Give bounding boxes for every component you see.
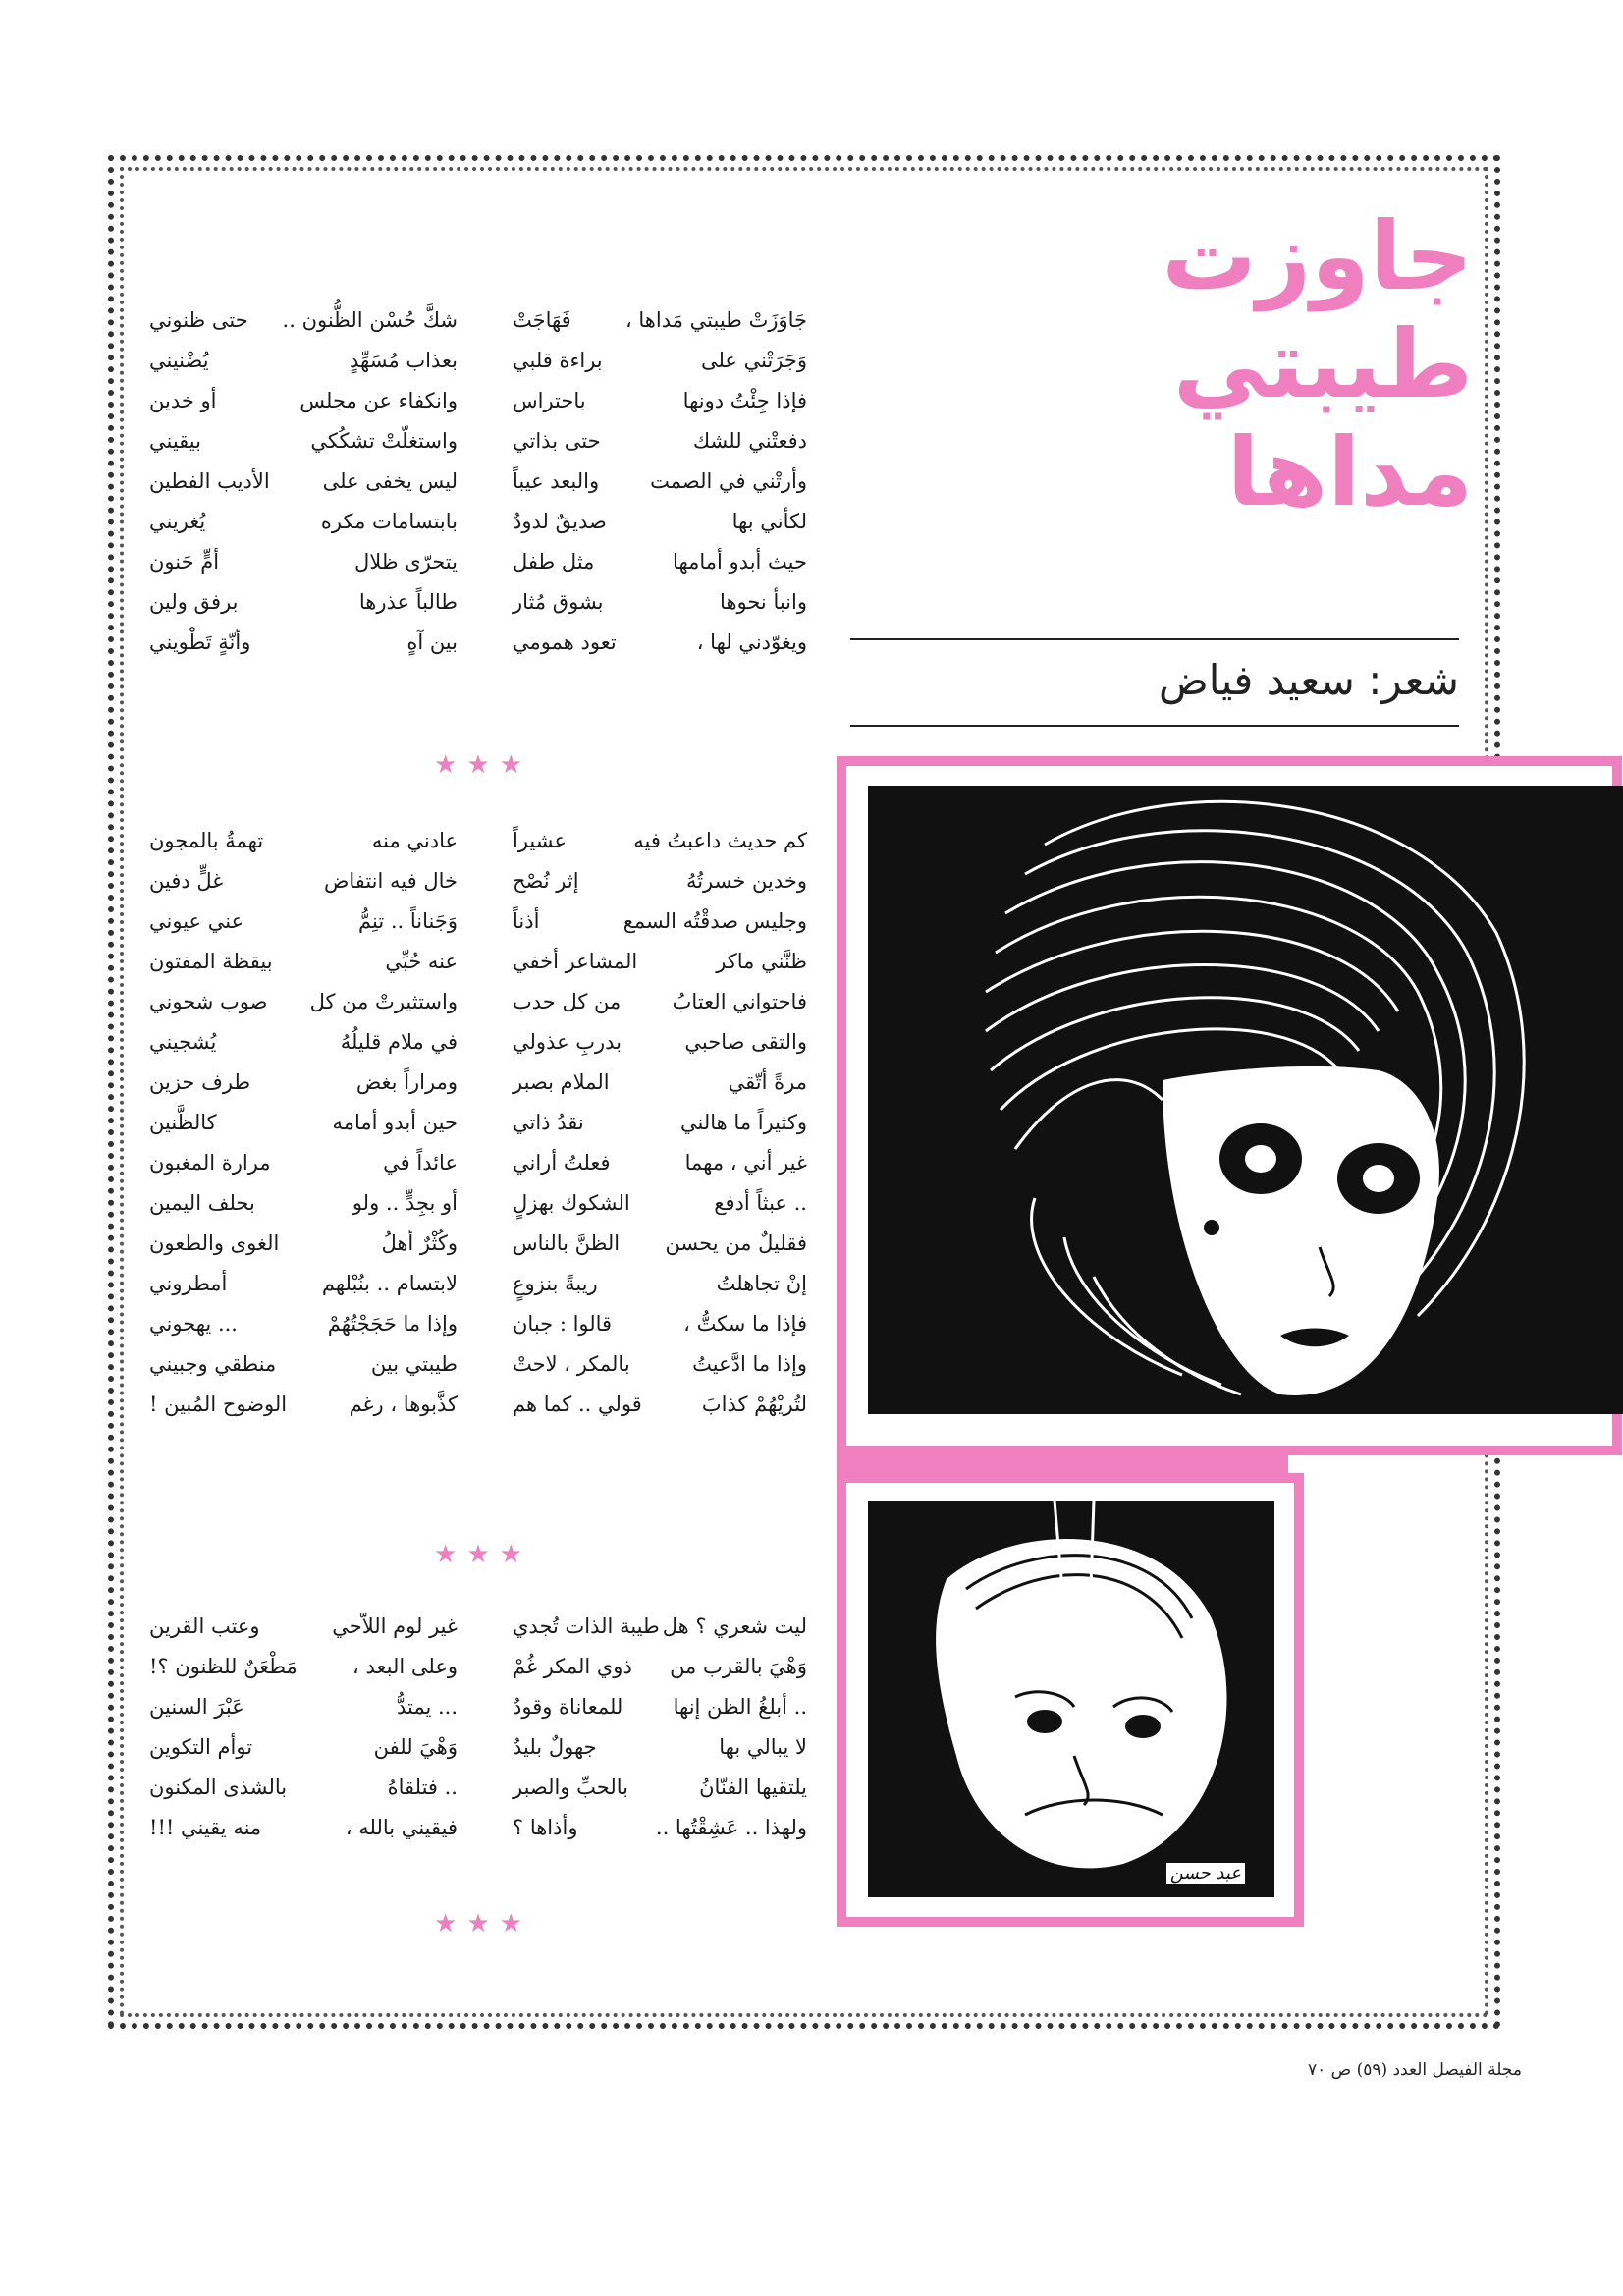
verse-line (149, 821, 458, 861)
verse-line (149, 502, 458, 542)
verse-segment-end: براءة قلبي (513, 349, 603, 372)
verse-line (149, 582, 458, 623)
verse-segment-start: ويغوّدني لها ، (696, 630, 807, 654)
verse-line (149, 1304, 458, 1344)
verse-line (149, 1727, 458, 1768)
verse-segment-end: من كل حدب (513, 990, 622, 1013)
verse-segment-start: لتُريْهُمْ كذابَ (701, 1393, 807, 1416)
verse-segment-start: أو بجِدٍّ .. ولو (352, 1191, 458, 1215)
verse-segment-end: يُشجيني (149, 1030, 217, 1054)
verse-line (513, 1385, 807, 1425)
verse-segment-start: لابتسام .. بنُبْلهم (321, 1272, 458, 1295)
verse-line (149, 341, 458, 381)
verse-segment-end: بيقيني (149, 429, 201, 453)
poet-credit: شعر: سعيد فياض (1159, 656, 1459, 704)
verse-segment-start: بعذاب مُسَهِّدٍ (350, 349, 458, 372)
verse-segment-end: مرارة المغبون (149, 1151, 271, 1175)
verse-line (513, 942, 807, 982)
verse-segment-end: مثل طفل (513, 550, 595, 574)
title-line-1: جاوزت (1162, 201, 1473, 311)
verse-segment-end: قولي .. كما هم (513, 1393, 642, 1416)
verse-segment-start: ... يمتدُّ (396, 1695, 458, 1719)
verse-line (149, 1647, 458, 1687)
verse-segment-start: ليت شعري ؟ هل (662, 1614, 807, 1638)
page-footer: مجلة الفيصل العدد (٥٩) ص ٧٠ (1307, 2060, 1522, 2080)
verse-segment-start: يلتقيها الفنّانُ (699, 1776, 807, 1799)
verse-segment-start: كذَّبوها ، رغم (349, 1393, 458, 1416)
verse-segment-start: فاحتواني العتابُ (672, 990, 807, 1013)
verse-segment-end: عني عيوني (149, 909, 244, 933)
verse-segment-start: عادني منه (371, 829, 458, 852)
verse-segment-start: .. فتلقاهُ (387, 1776, 458, 1799)
verse-line (149, 1687, 458, 1727)
verse-segment-start: وخدين خسرتُهُ (685, 869, 807, 893)
verse-segment-start: .. عبثاً أدفع (714, 1191, 807, 1215)
verse-segment-end: غلٍّ دفين (149, 869, 224, 893)
verse-segment-end: الأديب الفطين (149, 469, 270, 493)
verse-line (513, 1063, 807, 1103)
verse-segment-end: يُغريني (149, 510, 206, 533)
verse-segment-end: حتى بذاتي (513, 429, 601, 453)
verse-segment-end: الغوى والطعون (149, 1231, 280, 1255)
verse-segment-start: وجليس صدقْتُه السمع (622, 909, 807, 933)
verse-line (513, 982, 807, 1022)
verse-segment-end: يُضْنيني (149, 349, 209, 372)
verse-line (149, 462, 458, 502)
stanza-2-left-column (149, 821, 458, 1425)
verse-line (149, 1183, 458, 1224)
verse-line (513, 301, 807, 341)
verse-line (149, 1385, 458, 1425)
stanza-separator-1: ★★★ (434, 750, 532, 780)
verse-segment-end: بالحبِّ والصبر (513, 1776, 629, 1799)
verse-line (149, 982, 458, 1022)
verse-segment-end: الملام بصبر (513, 1070, 610, 1094)
verse-line (513, 1727, 807, 1768)
verse-segment-start: ظنَّني ماكر (716, 950, 807, 973)
verse-segment-start: وإذا ما ادَّعيتُ (692, 1352, 807, 1376)
verse-line (149, 421, 458, 462)
verse-line (513, 623, 807, 663)
verse-segment-start: لكأني بها (731, 510, 807, 533)
illustration-pink-bar (837, 1455, 1288, 1473)
verse-line (149, 902, 458, 942)
verse-line (149, 1808, 458, 1848)
verse-line (149, 861, 458, 902)
verse-segment-end: الوضوح المُبين ! (149, 1393, 288, 1416)
verse-line (513, 1183, 807, 1224)
verse-segment-start: فقليلٌ من يحسن (665, 1231, 807, 1255)
verse-segment-start: كم حديث داعبتُ فيه (633, 829, 807, 852)
verse-segment-end: للمعاناة وقودٌ (513, 1695, 623, 1719)
verse-line (513, 1768, 807, 1808)
verse-line (149, 1224, 458, 1264)
verse-line (149, 623, 458, 663)
verse-segment-end: توأم التكوين (149, 1735, 253, 1759)
verse-line (513, 502, 807, 542)
verse-segment-end: طيبة الذات تُجدي (513, 1614, 660, 1638)
verse-segment-start: حين أبدو أمامه (332, 1111, 458, 1134)
verse-segment-end: المشاعر أخفي (513, 950, 638, 973)
verse-line (149, 381, 458, 421)
verse-segment-start: مرةً أتّقي (728, 1070, 807, 1094)
title-rule-bottom (850, 725, 1459, 727)
verse-line (513, 542, 807, 582)
verse-segment-end: تهمةُ بالمجون (149, 829, 264, 852)
verse-segment-end: وأنّةٍ تَطْويني (149, 630, 251, 654)
verse-segment-end: بالمكر ، لاحتْ (513, 1352, 630, 1376)
verse-segment-end: فَهَاجَتْ (513, 308, 571, 332)
verse-line (513, 341, 807, 381)
verse-segment-start: يتحرّى ظلال (354, 550, 458, 574)
verse-segment-end: نقدُ ذاتي (513, 1111, 584, 1134)
illustration-upper-panel (868, 786, 1623, 1414)
verse-line (513, 582, 807, 623)
verse-line (513, 1224, 807, 1264)
verse-line (513, 462, 807, 502)
verse-segment-start: وَهْيَ بالقرب من (670, 1655, 807, 1678)
man-face-illustration (868, 1501, 1274, 1897)
verse-segment-end: وعتب القرين (149, 1614, 260, 1638)
verse-segment-end: الشكوك بهزلٍ (513, 1191, 630, 1215)
verse-line (513, 1264, 807, 1304)
verse-line (149, 1344, 458, 1385)
verse-segment-start: حيث أبدو أمامها (673, 550, 807, 574)
verse-segment-end: والبعد عيباً (513, 469, 600, 493)
verse-segment-end: أذناً (513, 909, 540, 933)
verse-segment-start: عائداً في (383, 1151, 458, 1175)
verse-line (513, 1607, 807, 1647)
verse-line (149, 1103, 458, 1143)
verse-line (513, 902, 807, 942)
stanza-1-right-column (513, 301, 807, 663)
verse-segment-start: خال فيه انتفاض (323, 869, 458, 893)
verse-segment-end: تعود همومي (513, 630, 617, 654)
verse-segment-end: أو خدين (149, 389, 217, 412)
verse-line (513, 381, 807, 421)
verse-segment-start: وكُثْرٌ أهلُ (381, 1231, 458, 1255)
verse-segment-start: غير أني ، مهما (684, 1151, 807, 1175)
verse-line (149, 1607, 458, 1647)
verse-line (513, 1304, 807, 1344)
verse-segment-end: جهولٌ بليدٌ (513, 1735, 597, 1759)
verse-segment-end: أمطروني (149, 1272, 228, 1295)
verse-segment-start: وعلى البعد ، (352, 1655, 458, 1678)
verse-segment-end: مَطْعَنٌ للظنون ؟! (149, 1655, 298, 1678)
stanza-separator-3: ★★★ (434, 1909, 532, 1939)
title-rule-top (850, 638, 1459, 640)
verse-line (149, 301, 458, 341)
verse-line (149, 1768, 458, 1808)
verse-segment-end: طرف حزين (149, 1070, 251, 1094)
verse-line (149, 1022, 458, 1063)
verse-segment-end: برفق ولين (149, 590, 239, 614)
verse-segment-end: أمٍّ حَنون (149, 550, 220, 574)
stanza-3-left-column (149, 1607, 458, 1848)
stanza-separator-2: ★★★ (434, 1540, 532, 1569)
artist-signature: عبد حسن (1166, 1863, 1245, 1884)
verse-segment-end: ذوي المكر غُمْ (513, 1655, 632, 1678)
verse-segment-start: بين آهٍ (406, 630, 458, 654)
verse-line (513, 421, 807, 462)
verse-segment-start: وإذا ما حَجَجْتُهُمْ (327, 1312, 458, 1336)
verse-segment-start: وَجَناناً .. تنِمُّ (358, 909, 458, 933)
verse-segment-start: عنه حُبِّي (385, 950, 458, 973)
verse-segment-start: وانبأ نحوها (720, 590, 807, 614)
verse-line (149, 542, 458, 582)
verse-segment-start: واستثيرتْ من كل (309, 990, 458, 1013)
verse-line (149, 1143, 458, 1183)
verse-segment-start: ومراراً بغض (355, 1070, 458, 1094)
verse-segment-end: ريبةً بنزوعٍ (513, 1272, 598, 1295)
verse-line (513, 1022, 807, 1063)
verse-segment-start: وَجَرَتْني على (700, 349, 807, 372)
verse-segment-end: حتى ظنوني (149, 308, 248, 332)
verse-segment-end: بدربِ عذولي (513, 1030, 622, 1054)
verse-segment-start: لا يبالي بها (719, 1735, 807, 1759)
verse-segment-start: طيبتي بين (370, 1352, 458, 1376)
verse-segment-start: ولهذا .. عَشِقْتُها .. (655, 1816, 807, 1839)
verse-segment-start: طالباً عذرها (358, 590, 458, 614)
verse-line (513, 1687, 807, 1727)
verse-segment-end: منطقي وجبيني (149, 1352, 277, 1376)
verse-segment-end: صوب شجوني (149, 990, 268, 1013)
verse-segment-start: وكثيراً ما هالني (680, 1111, 807, 1134)
verse-segment-end: الظنَّ بالناس (513, 1231, 621, 1255)
verse-line (513, 821, 807, 861)
verse-segment-end: باحتراس (513, 389, 586, 412)
title-line-3: مداها (1226, 417, 1473, 527)
stanza-1-left-column (149, 301, 458, 663)
verse-segment-start: وانكفاء عن مجلس (299, 389, 458, 412)
verse-segment-start: فإذا جِئْتُ دونها (682, 389, 807, 412)
verse-segment-start: وأرتْني في الصمت (650, 469, 807, 493)
verse-segment-start: شكَّ حُسْن الظُّنون .. (282, 308, 458, 332)
verse-segment-start: غير لوم اللاّحي (332, 1614, 458, 1638)
verse-line (149, 942, 458, 982)
stanza-3-right-column (513, 1607, 807, 1848)
verse-segment-start: وَهْيَ للفن (373, 1735, 458, 1759)
verse-segment-start: دفعتْني للشك (692, 429, 807, 453)
stanza-2-right-column (513, 821, 807, 1425)
verse-segment-end: كالظَّنين (149, 1111, 217, 1134)
verse-line (149, 1063, 458, 1103)
verse-line (513, 1344, 807, 1385)
verse-segment-start: والتقى صاحبي (684, 1030, 807, 1054)
verse-segment-start: جَاوَزَتْ طيبتي مَداها ، (624, 308, 807, 332)
verse-segment-start: فإذا ما سكتُّ ، (683, 1312, 807, 1336)
illustration-lower-panel (868, 1501, 1274, 1897)
verse-line (513, 1808, 807, 1848)
verse-segment-start: فيقيني بالله ، (345, 1816, 458, 1839)
girl-face-illustration (868, 786, 1623, 1414)
verse-segment-start: .. أبلغُ الظن إنها (673, 1695, 807, 1719)
verse-segment-end: منه يقيني !!! (149, 1816, 262, 1839)
verse-segment-end: وأذاها ؟ (513, 1816, 578, 1839)
verse-line (513, 1143, 807, 1183)
verse-segment-end: بحلف اليمين (149, 1191, 255, 1215)
verse-line (513, 861, 807, 902)
verse-line (513, 1103, 807, 1143)
verse-segment-end: عَبْرَ السنين (149, 1695, 244, 1719)
verse-line (149, 1264, 458, 1304)
verse-segment-end: بيقظة المفتون (149, 950, 273, 973)
verse-segment-end: بشوق مُثار (513, 590, 604, 614)
verse-segment-end: عشيراً (513, 829, 568, 852)
verse-segment-start: ليس يخفى على (322, 469, 458, 493)
poem-title (835, 202, 1473, 526)
verse-segment-start: واستغلّتْ تشكُكي (310, 429, 458, 453)
verse-segment-end: بالشذى المكنون (149, 1776, 288, 1799)
verse-segment-start: بابتسامات مكره (320, 510, 458, 533)
title-line-2: طيبتي (1172, 309, 1473, 419)
verse-segment-start: في ملام قليلُهُ (340, 1030, 458, 1054)
verse-segment-end: صديقٌ لدودٌ (513, 510, 607, 533)
verse-segment-end: ... يهجوني (149, 1312, 238, 1336)
verse-segment-end: فعلتُ أراني (513, 1151, 611, 1175)
verse-segment-end: قالوا : جبان (513, 1312, 613, 1336)
verse-segment-start: إنْ تجاهلتُ (716, 1272, 807, 1295)
verse-segment-end: إثر نُصْح (513, 869, 579, 893)
verse-line (513, 1647, 807, 1687)
